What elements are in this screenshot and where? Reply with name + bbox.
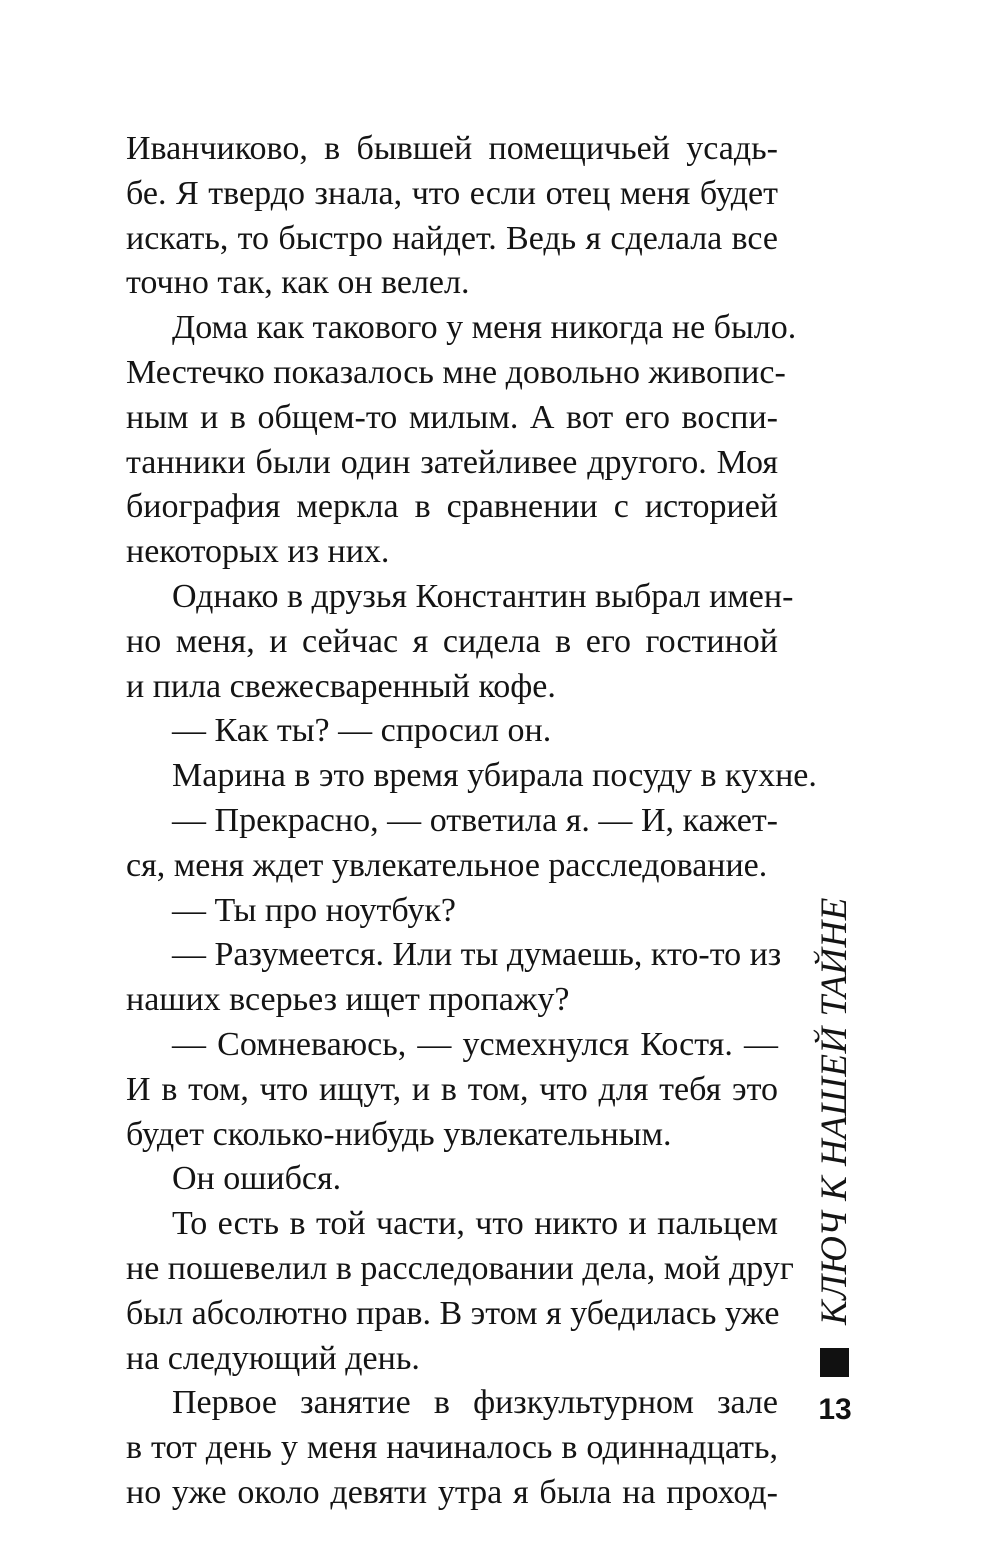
section-marker-square: [820, 1348, 849, 1377]
paragraph-start-line: Дома как такового у меня никогда не было.: [172, 309, 797, 347]
dialogue-line: — Как ты? — спросил он.: [172, 712, 552, 750]
dialogue-line: — Ты про ноутбук?: [172, 891, 456, 929]
dialogue-line: — Сомневаюсь, — усмехнулся Костя. —: [172, 1025, 778, 1063]
text-line: искать, то быстро найдет. Ведь я сделала все: [126, 219, 778, 257]
text-line: но уже около девяти утра я была на проход-: [126, 1473, 778, 1511]
text-line: но меня, и сейчас я сидела в его гостиной: [126, 622, 778, 660]
dialogue-line: — Разумеется. Или ты думаешь, кто-то из: [172, 936, 782, 974]
text-line: биография меркла в сравнении с историей: [126, 488, 778, 526]
dialogue-line: — Прекрасно, — ответила я. — И, кажет-: [172, 801, 778, 839]
page-number: 13: [818, 1393, 852, 1426]
text-line: не пошевелил в расследовании дела, мой друг: [126, 1249, 794, 1287]
text-line: будет сколько-нибудь увлекательным.: [126, 1115, 672, 1153]
text-line: ся, меня ждет увлекательное расследование.: [126, 846, 768, 884]
paragraph-start-line: Он ошибся.: [172, 1160, 342, 1198]
running-title: КЛЮЧ К НАШЕЙ ТАЙНЕ: [814, 897, 855, 1325]
text-line: некоторых из них.: [126, 533, 390, 571]
text-line: наших всерьез ищет пропажу?: [126, 981, 570, 1019]
text-line: И в том, что ищут, и в том, что для тебя это: [126, 1070, 778, 1108]
text-line: был абсолютно прав. В этом я убедилась уже: [126, 1294, 780, 1332]
paragraph-start-line: То есть в той части, что никто и пальцем: [172, 1205, 778, 1243]
paragraph-start-line: Однако в друзья Константин выбрал имен-: [172, 577, 794, 615]
paragraph-start-line: Первое занятие в физкультурном зале: [172, 1384, 778, 1422]
paragraph-start-line: Марина в это время убирала посуду в кухне.: [172, 757, 817, 795]
text-line: бе. Я твердо знала, что если отец меня будет: [126, 174, 778, 212]
text-line: танники были один затейливее другого. Моя: [126, 443, 778, 481]
body-text: [126, 127, 817, 1516]
text-line: на следующий день.: [126, 1339, 420, 1377]
text-line: Иванчиково, в бывшей помещичьей усадь-: [126, 130, 778, 167]
text-line: и пила свежесваренный кофе.: [126, 667, 556, 705]
text-line: ным и в общем-то милым. А вот его воспи-: [126, 398, 778, 436]
text-line: в тот день у меня начиналось в одиннадцать,: [126, 1429, 778, 1467]
text-line: Местечко показалось мне довольно живопис-: [126, 353, 786, 391]
text-line: точно так, как он велел.: [126, 264, 470, 302]
